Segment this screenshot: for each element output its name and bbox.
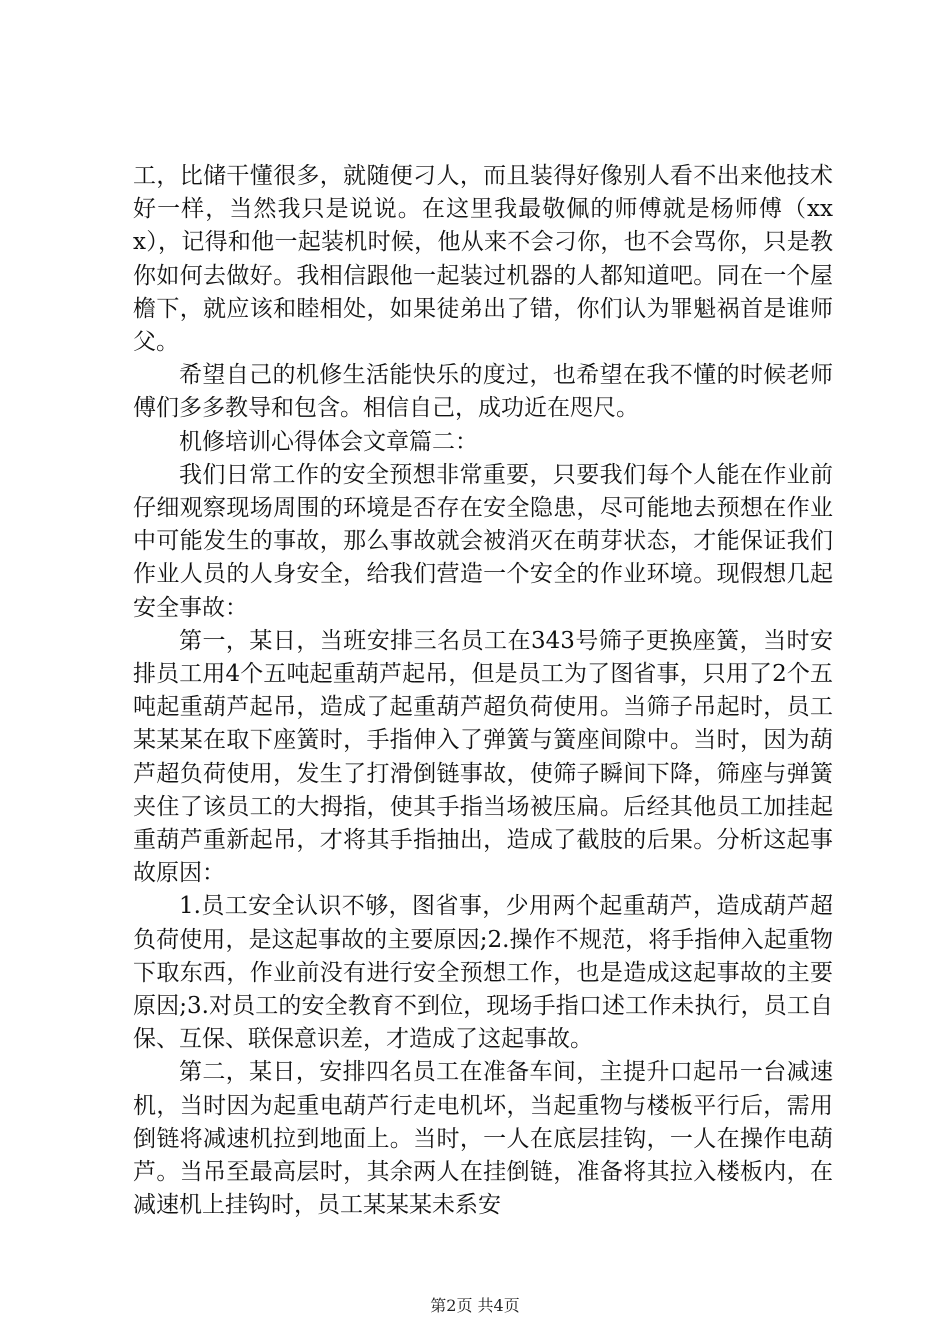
paragraph-accident-one-causes: 1.员工安全认识不够，图省事，少用两个起重葫芦，造成葫芦超负荷使用，是这起事故的主要原因;2.操作不规范，将手指伸入起重物下取东西，作业前没有进行安全预想工作，也是造成这起事故的主要原因;3.对员工的安全教育不到位，现场手指口述工作未执行，员工自保、互保、联保意识差，才造成了这起事故。	[133, 893, 833, 1053]
paragraph-continuation: 工，比储干懂很多，就随便刁人，而且装得好像别人看不出来他技术好一样，当然我只是说说。在这里我最敬佩的师傅就是杨师傅（xxx），记得和他一起装机时候，他从来不会刁你，也不会骂你，只是教你如何去做好。我相信跟他一起装过机器的人都知道吧。同在一个屋檐下，就应该和睦相处，如果徒弟出了错，你们认为罪魁祸首是谁师父。	[133, 163, 833, 356]
paragraph-accident-one: 第一，某日，当班安排三名员工在343号筛子更换座簧，当时安排员工用4个五吨起重葫芦起吊，但是员工为了图省事，只用了2个五吨起重葫芦起吊，造成了起重葫芦超负荷使用。当筛子吊起时，员工某某某在取下座簧时，手指伸入了弹簧与簧座间隙中。当时，因为葫芦超负荷使用，发生了打滑倒链事故，使筛子瞬间下降，筛座与弹簧夹住了该员工的大拇指，使其手指当场被压扁。后经其他员工加挂起重葫芦重新起吊，才将其手指抽出，造成了截肢的后果。分析这起事故原因：	[133, 627, 833, 887]
paragraph-hope: 希望自己的机修生活能快乐的度过，也希望在我不懂的时候老师傅们多多教导和包含。相信自己，成功近在咫尺。	[133, 362, 833, 422]
page-number-footer: 第2页 共4页	[430, 1296, 520, 1315]
document-body	[133, 160, 833, 1223]
paragraph-accident-two: 第二，某日，安排四名员工在准备车间，主提升口起吊一台减速机，当时因为起重电葫芦行走电机坏，当起重物与楼板平行后，需用倒链将减速机拉到地面上。当时，一人在底层挂钩，一人在操作电葫芦。当吊至最高层时，其余两人在挂倒链，准备将其拉入楼板内，在减速机上挂钩时，员工某某某未系安	[133, 1059, 833, 1219]
paragraph-safety-intro: 我们日常工作的安全预想非常重要，只要我们每个人能在作业前仔细观察现场周围的环境是否存在安全隐患，尽可能地去预想在作业中可能发生的事故，那么事故就会被消灭在萌芽状态，才能保证我们作业人员的人身安全，给我们营造一个安全的作业环境。现假想几起安全事故：	[133, 461, 833, 621]
section-heading: 机修培训心得体会文章篇二：	[179, 428, 478, 455]
